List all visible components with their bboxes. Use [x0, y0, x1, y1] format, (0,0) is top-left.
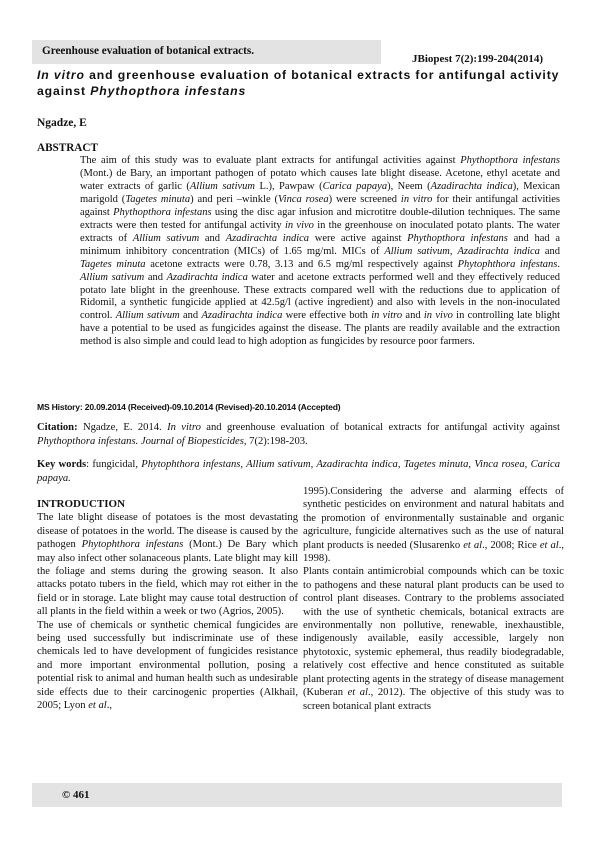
- italic-run: Phythopthora infestans: [460, 155, 560, 166]
- text-run: The late blight disease of potatoes is the most devastating disease of potatoes in the world. The disease is caused by the pathogen: [37, 512, 298, 551]
- italic-run: Azadirachta indica: [457, 245, 540, 257]
- footer-bar: [32, 783, 562, 807]
- italic-run: Allium sativum: [132, 232, 200, 244]
- italic-run: Azadirachta indica: [166, 271, 248, 283]
- text-run: 1995).Considering the adverse and alarming effects of synthetic pesticides on environment and natural habitats and the promotion of environmentally sustainable and organic agriculture, fungicide alternatives such as the use of natural plant products is needed (Slusarenko: [303, 486, 564, 551]
- article-title: [37, 67, 562, 99]
- italic-run: Carica papaya: [322, 180, 388, 192]
- italic-run: et al: [88, 700, 107, 712]
- title-text: and greenhouse evaluation of botanical extracts for antifungal activity against: [37, 68, 560, 98]
- left-paragraph-2: [37, 619, 298, 713]
- title-italic-1: In vitro: [37, 68, 85, 82]
- italic-run: Vinca rosea: [278, 193, 329, 205]
- keywords-label: Key words: [37, 459, 87, 470]
- italic-run: Phytophthora infestans: [81, 539, 184, 551]
- text-run: (Mont.) de Bary, an important pathogen of potato which causes late blight disease. Acetone, ethyl acetate and water extracts of garlic (: [80, 167, 560, 192]
- text-run: and: [179, 310, 202, 322]
- text-run: and: [144, 271, 167, 283]
- text-run: Ngadze, E. 2014.: [77, 422, 168, 433]
- italic-run: Allium sativum: [384, 245, 450, 257]
- text-run: The aim of this study was to evaluate plant extracts for antifungal activities against: [80, 155, 461, 166]
- left-paragraph-1: [37, 511, 298, 618]
- keywords-text: [37, 459, 560, 484]
- italic-run: Allium sativum: [189, 180, 255, 192]
- italic-run: et al: [463, 539, 483, 551]
- text-run: : fungicidal,: [86, 459, 142, 470]
- page-number: © 461: [62, 789, 90, 801]
- text-run: were active against: [309, 232, 408, 244]
- text-run: L.), Pawpaw (: [255, 180, 323, 192]
- abstract-text: [80, 155, 560, 349]
- italic-run: et al: [347, 687, 368, 699]
- italic-run: Azadirachta indica: [225, 232, 310, 244]
- text-run: in controlling late blight have a potential to be used as fungicides against the disease. The plants are readily available and the extraction method is also simple and could lead to high adoption as fungicides by resource poor farmers.: [80, 310, 560, 348]
- text-run: ), Mexican marigold (: [80, 180, 561, 205]
- text-run: ., 2008; Rice: [482, 539, 540, 551]
- italic-run: et al: [539, 539, 559, 551]
- text-run: ,: [449, 245, 458, 257]
- text-run: for their antifungal activities against: [80, 193, 561, 218]
- abstract-heading: ABSTRACT: [37, 142, 98, 154]
- italic-run: in vivo: [284, 219, 314, 231]
- text-run: and: [199, 232, 226, 244]
- text-run: ), Neem (: [387, 180, 431, 192]
- italic-run: Allium sativum: [115, 310, 180, 322]
- italic-run: Tagetes minuta: [80, 258, 146, 270]
- text-run: and: [402, 310, 424, 322]
- running-header-box: [32, 40, 381, 64]
- text-run: water and acetone extracts performed well and they effectively reduced potato late blight in the greenhouse. These extracts compared well with the reductions due to application of Ridomil, a synthetic fungicide applied at 42.5g/l (active ingredient) and also with levels in the non-inoculated control.: [80, 271, 560, 322]
- citation-text: [37, 422, 560, 447]
- text-run: Plants contain antimicrobial compounds which can be toxic to pathogens and these natural plant products can be used to control plant diseases. Contrary to the problems associated with the use of synthetic chemicals, botanical extracts are environmentally non pollutive, renewable, inexhaustible, indigenously available, easily accessible, largely non phytotoxic, systemic ephemeral, thus readily biodegradable, relatively cost effective and hence constituted as suitable plant protecting agents in the strategy of disease management (Kuberan: [303, 566, 564, 699]
- italic-run: Phytophthora infestans: [457, 258, 558, 270]
- text-run: and: [539, 245, 560, 257]
- italic-run: Phytophthora infestans, Allium sativum, Azadirachta indica, Tagetes minuta, Vinca rosea, Carica papaya.: [37, 459, 560, 484]
- manuscript-history: MS History: 20.09.2014 (Received)-09.10.2014 (Revised)-20.10.2014 (Accepted): [37, 402, 341, 412]
- italic-run: In vitro: [167, 422, 201, 433]
- text-run: and had a minimum inhibitory concentration (MICs) of 1.65 mg/ml. MICs of: [80, 232, 560, 257]
- left-column: [37, 485, 298, 713]
- text-run: , 7(2):198-203.: [243, 435, 308, 447]
- italic-run: in vivo: [423, 310, 453, 322]
- italic-run: Azadirachta indica: [430, 180, 513, 192]
- author-name: Ngadze, E: [37, 117, 87, 129]
- italic-run: Allium sativum: [80, 271, 145, 283]
- text-run: and greenhouse evaluation of botanical extracts for antifungal activity against: [200, 422, 560, 433]
- right-paragraph-1: [303, 485, 564, 565]
- text-run: using the disc agar infusion and microtitre double-dilution techniques. The same extracts were then tested for antifungal activity: [80, 206, 560, 231]
- italic-run: Phythopthora infestans. Journal of Biopesticides: [37, 435, 244, 447]
- text-run: were effective both: [282, 310, 372, 322]
- running-header-title: Greenhouse evaluation of botanical extracts.: [42, 45, 255, 57]
- citation-label: Citation:: [37, 422, 78, 433]
- text-run: (Mont.) De Bary which may also infect other solanaceous plants. Late blight may kill the foliage and stems during the growing season. It also attacks potato tubers in the field, which may rot either in the field or in storage. Late blight may cause total destruction of all plants in the field within a week or two (Agrios, 2005).: [37, 539, 298, 618]
- text-run: ) and peri –winkle (: [190, 193, 279, 205]
- text-run: ) were screened: [328, 193, 401, 205]
- italic-run: in vitro: [371, 310, 403, 322]
- text-run: in the greenhouse on inoculated potato plants. The water extracts of: [80, 219, 560, 244]
- text-run: ., 1998).: [303, 539, 564, 565]
- italic-run: Phythopthora infestans: [407, 232, 508, 244]
- keywords: [37, 458, 560, 485]
- journal-reference: JBiopest 7(2):199-204(2014): [412, 53, 544, 65]
- right-column: [303, 485, 564, 713]
- text-run: ., 2012). The objective of this study was to screen botanical plant extracts: [303, 687, 564, 712]
- introduction-heading: INTRODUCTION: [37, 498, 126, 510]
- italic-run: in vitro: [400, 193, 433, 205]
- text-run: .: [557, 258, 560, 270]
- title-italic-2: Phythopthora infestans: [90, 84, 247, 98]
- text-run: acetone extracts were 0.78, 3.13 and 6.5 mg/ml respectively against: [145, 258, 458, 270]
- right-paragraph-2: [303, 565, 564, 712]
- italic-run: Tagetes minuta: [125, 193, 191, 205]
- text-run: .,: [106, 700, 113, 712]
- text-run: The use of chemicals or synthetic chemical fungicides are being used successfully but indiscriminate use of these chemicals led to have development of fungicides resistance and more important environmental pollution, posing a potential risk to animal and human health such as undesirable side effects due to their carcinogenic properties (Alkhail, 2005; Lyon: [37, 619, 298, 712]
- citation: [37, 421, 560, 448]
- italic-run: Phythopthora infestans: [113, 206, 212, 218]
- italic-run: Azadirachta indica: [201, 310, 283, 322]
